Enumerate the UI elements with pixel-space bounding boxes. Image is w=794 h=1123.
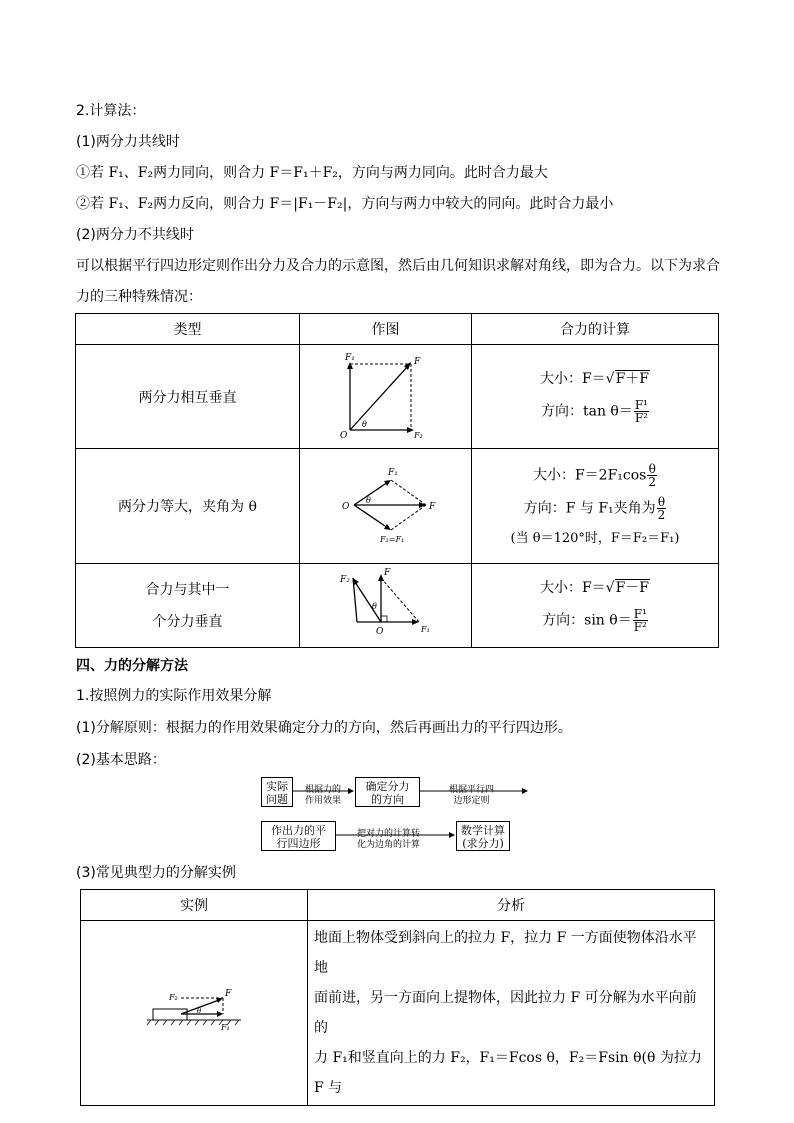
table-header-figure: 作图 xyxy=(300,314,472,345)
label-O: O xyxy=(375,626,383,637)
section-2-title: 2.计算法： xyxy=(76,103,146,119)
label-F: F xyxy=(413,356,420,367)
flow-box-draw-parallelogram: 作出力的平 行四边形 xyxy=(261,821,336,851)
decomposition-principle: (1)分解原则：根据力的作用效果确定分力的方向，然后再画出力的平行四边形。 xyxy=(76,720,572,736)
analysis-line-1: 地面上物体受到斜向上的拉力 F，拉力 F 一方面使物体沿水平地 xyxy=(314,930,697,976)
section-4-title: 四、力的分解方法 xyxy=(76,658,188,674)
fraction-numerator: θ xyxy=(648,462,656,476)
fraction-denominator: 2 xyxy=(648,475,657,489)
figure-perpendicular-to-component xyxy=(300,564,472,648)
size-prefix: 大小：F＝2F₁cos xyxy=(532,467,647,484)
direction-fraction xyxy=(634,399,649,424)
label-F1: F₁ xyxy=(420,624,430,634)
decomposition-examples-table xyxy=(80,889,715,1106)
subsection-collinear-title: (1)两分力共线时 xyxy=(76,134,180,150)
calc-direction-line xyxy=(472,399,718,424)
table-header-example: 实例 xyxy=(81,890,308,921)
basic-approach-title: (2)基本思路： xyxy=(76,752,166,768)
section-4-1-title: 1.按照例力的实际作用效果分解 xyxy=(76,688,272,704)
analysis-line-2: 面前进，另一方面向上提物体，因此拉力 F 可分解为水平向前的 xyxy=(314,990,697,1036)
flow-label-convert-calc: 把对力的计算转 化为边角的计算 xyxy=(357,829,421,850)
fraction-numerator: F¹ xyxy=(633,607,647,621)
table-row xyxy=(76,449,719,564)
label-F2: F₂ xyxy=(339,574,350,585)
paragraph-line-2: 力的三种特殊情况： xyxy=(76,289,202,305)
perpendicular-forces-diagram xyxy=(336,350,436,440)
label-O: O xyxy=(341,502,349,512)
table-header-calculation: 合力的计算 xyxy=(472,314,719,345)
example-analysis-cell xyxy=(308,921,715,1106)
calc-direction-line xyxy=(472,496,718,521)
type-perpendicular: 两分力相互垂直 xyxy=(76,345,300,449)
label-F1: F₁ xyxy=(221,1023,230,1032)
label-F2: F₂ xyxy=(169,993,178,1002)
size-root: F＋F xyxy=(615,371,650,387)
paragraph-line-1: 可以根据平行四边形定则作出分力及合力的示意图，然后由几何知识求解对角线，即为合力。以下为求合 xyxy=(76,258,720,274)
resultant-force-table xyxy=(75,313,719,648)
fraction-denominator: F² xyxy=(634,411,648,425)
flow-label-by-effect: 根据力的 作用效果 xyxy=(305,785,342,806)
flow-box-real-problem: 实际 问题 xyxy=(261,777,293,807)
calc-note: (当 θ＝120°时，F＝F₂＝F₁) xyxy=(510,531,680,546)
type-perpendicular-to-component xyxy=(76,564,300,648)
label-theta: θ xyxy=(365,496,371,505)
calc-size-line: 大小：F＝√F－F xyxy=(539,580,650,596)
case-same-direction: ①若 F₁、F₂两力同向，则合力 F＝F₁＋F₂，方向与两力同向。此时合力最大 xyxy=(76,165,548,181)
subsection-noncollinear-title: (2)两分力不共线时 xyxy=(76,227,194,243)
type-equal-forces: 两分力等大，夹角为 θ xyxy=(76,449,300,564)
table-row xyxy=(81,921,715,1106)
flow-label-parallelogram-rule: 根据平行四 边形定则 xyxy=(449,785,495,806)
label-F1: F₁ xyxy=(387,468,398,478)
analysis-line-3: 力 F₁和竖直向上的力 F₂，F₁＝Fcos θ，F₂＝Fsin θ(θ 为拉力 F 与 xyxy=(314,1050,702,1096)
label-F: F xyxy=(225,989,232,999)
figure-equal-forces xyxy=(300,449,472,564)
typical-examples-title: (3)常见典型力的分解实例 xyxy=(76,865,236,881)
label-F1: F₁ xyxy=(344,352,355,363)
fraction-numerator: F¹ xyxy=(634,398,648,412)
calc-perpendicular-to-component xyxy=(472,564,719,648)
label-F2: F₂ xyxy=(413,430,423,440)
case-opposite-direction: ②若 F₁、F₂两力反向，则合力 F＝|F₁－F₂|，方向与两力中较大的同向。此时合力最小 xyxy=(76,196,614,212)
figure-perpendicular xyxy=(300,345,472,449)
calc-equal-forces xyxy=(472,449,719,564)
equal-forces-diagram xyxy=(336,462,436,546)
size-fraction xyxy=(647,463,657,488)
label-F: F xyxy=(383,567,390,578)
table-row xyxy=(76,345,719,449)
calc-perpendicular xyxy=(472,345,719,449)
label-theta: θ xyxy=(197,1007,202,1015)
oblique-pull-diagram xyxy=(139,986,249,1036)
calc-size-line xyxy=(472,463,718,488)
direction-prefix: 方向：sin θ＝ xyxy=(542,612,632,629)
label-F: F xyxy=(428,502,435,512)
fraction-denominator: 2 xyxy=(657,508,666,522)
size-prefix: 大小：F＝ xyxy=(539,580,606,596)
label-O: O xyxy=(339,430,347,440)
label-F2: F₂=F₁ xyxy=(379,535,404,544)
type-line-1: 合力与其中一 xyxy=(145,581,230,598)
direction-prefix: 方向：F 与 F₁夹角为 xyxy=(523,500,656,517)
direction-fraction xyxy=(633,608,648,633)
perpendicular-component-diagram xyxy=(336,566,436,642)
fraction-denominator: F² xyxy=(633,620,647,634)
flow-box-math-calculation: 数学计算 (求分力) xyxy=(456,821,510,851)
flow-box-component-direction: 确定分力 的方向 xyxy=(355,777,420,807)
direction-fraction xyxy=(657,496,667,521)
label-theta: θ xyxy=(361,419,367,429)
calc-direction-line xyxy=(472,608,718,633)
direction-prefix: 方向：tan θ＝ xyxy=(540,403,633,420)
type-line-2: 个分力垂直 xyxy=(152,613,223,630)
table-header-analysis: 分析 xyxy=(308,890,715,921)
fraction-numerator: θ xyxy=(657,495,666,509)
label-theta: θ xyxy=(371,601,377,611)
size-root: F－F xyxy=(615,580,650,596)
calc-size-line: 大小：F＝√F＋F xyxy=(539,371,650,387)
table-header-type: 类型 xyxy=(76,314,300,345)
example-figure-cell xyxy=(81,921,308,1106)
size-prefix: 大小：F＝ xyxy=(539,371,606,387)
table-row xyxy=(76,564,719,648)
